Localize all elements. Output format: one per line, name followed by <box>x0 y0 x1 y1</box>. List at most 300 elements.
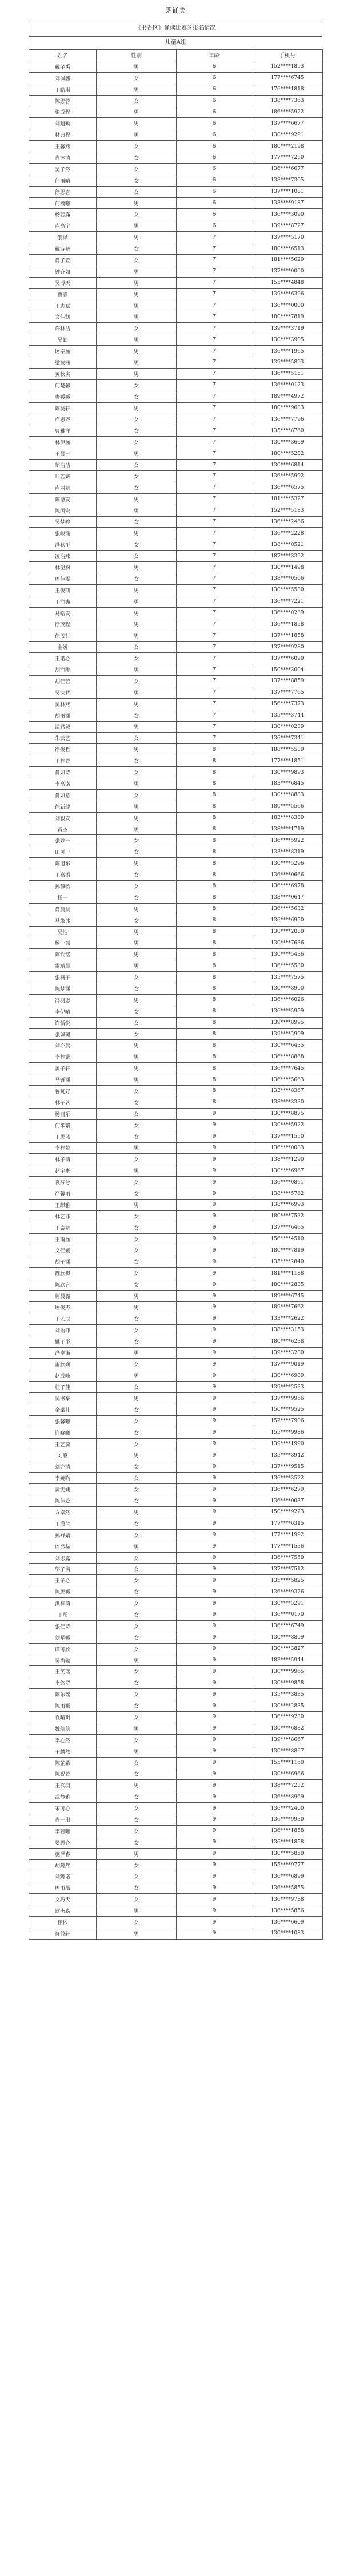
cell-age: 7 <box>177 516 252 528</box>
cell-gender: 女 <box>97 1495 177 1507</box>
table-row <box>29 1905 323 1917</box>
cell-gender: 女 <box>97 1382 177 1393</box>
cell-phone: 137****8859 <box>252 675 323 687</box>
cell-age: 6 <box>177 106 252 118</box>
cell-age: 9 <box>177 1119 252 1131</box>
cell-gender: 女 <box>97 642 177 653</box>
cell-phone: 137****1081 <box>252 186 323 197</box>
cell-name: 王晨一 <box>29 448 97 460</box>
cell-name: 钟齐如 <box>29 266 97 277</box>
table-row <box>29 1097 323 1108</box>
table-row <box>29 505 323 516</box>
cell-gender: 男 <box>97 937 177 949</box>
cell-name: 戴芊禹 <box>29 61 97 72</box>
cell-phone: 130****0289 <box>252 721 323 733</box>
cell-age: 6 <box>177 175 252 186</box>
cell-age: 9 <box>177 1882 252 1894</box>
cell-age: 7 <box>177 619 252 630</box>
cell-name: 马皓安 <box>29 607 97 619</box>
cell-age: 9 <box>177 1165 252 1177</box>
cell-name: 邹浩洁 <box>29 460 97 471</box>
cell-gender: 男 <box>97 448 177 460</box>
cell-age: 7 <box>177 584 252 596</box>
cell-name: 陈佳蕊 <box>29 1495 97 1507</box>
cell-name: 李心然 <box>29 1734 97 1746</box>
cell-gender: 女 <box>97 1803 177 1814</box>
table-row <box>29 1495 323 1507</box>
cell-gender: 女 <box>97 881 177 892</box>
cell-gender: 女 <box>97 1677 177 1689</box>
cell-gender: 女 <box>97 1279 177 1291</box>
cell-gender: 女 <box>97 1028 177 1040</box>
cell-phone: 136****0239 <box>252 607 323 619</box>
cell-age: 9 <box>177 1928 252 1939</box>
cell-phone: 136****7550 <box>252 1552 323 1564</box>
cell-gender: 男 <box>97 630 177 642</box>
table-row <box>29 1882 323 1894</box>
cell-name: 刘语菲 <box>29 1324 97 1336</box>
table-row <box>29 1233 323 1245</box>
cell-age: 6 <box>177 95 252 106</box>
table-row <box>29 1598 323 1609</box>
cell-phone: 130****8883 <box>252 789 323 801</box>
cell-gender: 女 <box>97 1712 177 1723</box>
cell-age: 7 <box>177 653 252 664</box>
cell-gender: 女 <box>97 1461 177 1473</box>
table-row <box>29 1700 323 1712</box>
cell-name: 刘星媛 <box>29 1632 97 1643</box>
cell-age: 7 <box>177 288 252 300</box>
table-row <box>29 1336 323 1347</box>
cell-phone: 152****7906 <box>252 1415 323 1427</box>
cell-phone: 137****7512 <box>252 1564 323 1575</box>
cell-phone: 139****5893 <box>252 357 323 369</box>
cell-phone: 136****6677 <box>252 163 323 175</box>
cell-gender: 男 <box>97 1291 177 1302</box>
cell-age: 9 <box>177 1723 252 1734</box>
cell-phone: 133****0647 <box>252 892 323 903</box>
table-row <box>29 573 323 584</box>
table-row <box>29 255 323 266</box>
cell-age: 7 <box>177 402 252 414</box>
cell-phone: 136****1965 <box>252 346 323 357</box>
cell-age: 8 <box>177 994 252 1006</box>
table-row <box>29 846 323 858</box>
cell-phone: 187****3392 <box>252 551 323 562</box>
table-row <box>29 163 323 175</box>
cell-gender: 女 <box>97 379 177 391</box>
cell-gender: 男 <box>97 1301 177 1313</box>
cell-age: 6 <box>177 186 252 197</box>
cell-name: 王梓萱 <box>29 755 97 767</box>
cell-phone: 136****6279 <box>252 1484 323 1495</box>
cell-age: 9 <box>177 1825 252 1837</box>
cell-phone: 177****6315 <box>252 1518 323 1529</box>
cell-gender: 女 <box>97 1245 177 1256</box>
cell-age: 6 <box>177 209 252 220</box>
cell-gender: 女 <box>97 972 177 983</box>
cell-age: 8 <box>177 1017 252 1028</box>
cell-age: 9 <box>177 1905 252 1917</box>
cell-name: 陈钦铭 <box>29 949 97 960</box>
table-row <box>29 425 323 437</box>
cell-name: 王馨燕 <box>29 141 97 152</box>
cell-gender: 女 <box>97 152 177 164</box>
cell-name: 杨若露 <box>29 209 97 220</box>
cell-phone: 180****2835 <box>252 1279 323 1291</box>
cell-gender: 男 <box>97 61 177 72</box>
cell-gender: 女 <box>97 1484 177 1495</box>
cell-gender: 女 <box>97 425 177 437</box>
cell-age: 9 <box>177 1427 252 1438</box>
table-row <box>29 710 323 721</box>
cell-name: 许恬悦 <box>29 1017 97 1028</box>
cell-gender: 女 <box>97 414 177 425</box>
table-row <box>29 197 323 209</box>
cell-phone: 130****8809 <box>252 1632 323 1643</box>
cell-age: 9 <box>177 1177 252 1188</box>
cell-phone: 139****8667 <box>252 1734 323 1746</box>
table-row <box>29 1142 323 1154</box>
cell-age: 9 <box>177 1677 252 1689</box>
cell-phone: 156****4510 <box>252 1233 323 1245</box>
cell-name: 田可一 <box>29 846 97 858</box>
table-row <box>29 1507 323 1518</box>
cell-age: 8 <box>177 1006 252 1017</box>
cell-name: 张成程 <box>29 106 97 118</box>
cell-gender: 男 <box>97 1040 177 1051</box>
cell-phone: 183****6845 <box>252 778 323 790</box>
table-row <box>29 1268 323 1279</box>
cell-gender: 女 <box>97 1768 177 1780</box>
cell-age: 9 <box>177 1518 252 1529</box>
cell-name: 武静雅 <box>29 1791 97 1803</box>
cell-age: 9 <box>177 1450 252 1461</box>
cell-name: 林望枫 <box>29 562 97 573</box>
cell-phone: 130****6967 <box>252 1165 323 1177</box>
cell-name: 肖杰 <box>29 824 97 835</box>
cell-age: 9 <box>177 1382 252 1393</box>
cell-phone: 130****7636 <box>252 937 323 949</box>
cell-name: 欧杰淼 <box>29 1905 97 1917</box>
cell-phone: 136****5959 <box>252 1006 323 1017</box>
cell-name: 陈雨嫣 <box>29 1700 97 1712</box>
cell-age: 9 <box>177 1222 252 1233</box>
cell-gender: 女 <box>97 1427 177 1438</box>
group-heading: 儿童A组 <box>29 36 322 49</box>
cell-gender: 女 <box>97 1324 177 1336</box>
cell-gender: 女 <box>97 1336 177 1347</box>
cell-gender: 男 <box>97 698 177 710</box>
cell-name: 孙舒婧 <box>29 1529 97 1541</box>
cell-gender: 男 <box>97 346 177 357</box>
cell-age: 9 <box>177 1313 252 1324</box>
cell-phone: 138****7305 <box>252 175 323 186</box>
cell-phone: 189****6745 <box>252 1291 323 1302</box>
cell-age: 8 <box>177 972 252 983</box>
cell-name: 马铄涵 <box>29 1074 97 1086</box>
cell-gender: 女 <box>97 1575 177 1586</box>
cell-phone: 136****5151 <box>252 368 323 379</box>
cell-age: 9 <box>177 1507 252 1518</box>
cell-age: 8 <box>177 801 252 812</box>
cell-name: 胡雨涵 <box>29 710 97 721</box>
cell-phone: 139****2533 <box>252 1382 323 1393</box>
cell-age: 9 <box>177 1154 252 1165</box>
cell-gender: 女 <box>97 1814 177 1826</box>
cell-phone: 155****9986 <box>252 1427 323 1438</box>
cell-gender: 男 <box>97 232 177 243</box>
cell-age: 7 <box>177 551 252 562</box>
cell-phone: 181****5629 <box>252 255 323 266</box>
cell-gender: 女 <box>97 1313 177 1324</box>
cell-gender: 男 <box>97 220 177 232</box>
cell-age: 9 <box>177 1620 252 1632</box>
cell-phone: 186****5922 <box>252 106 323 118</box>
cell-name: 张峻瑜 <box>29 528 97 539</box>
cell-name: 徐俊哲 <box>29 744 97 755</box>
cell-name: 凌浩燕 <box>29 551 97 562</box>
cell-name: 张佳诗 <box>29 1620 97 1632</box>
table-row <box>29 869 323 881</box>
table-row <box>29 789 323 801</box>
cell-name: 金梁儿 <box>29 1404 97 1415</box>
cell-phone: 130****9291 <box>252 129 323 141</box>
cell-age: 9 <box>177 1814 252 1826</box>
table-row <box>29 61 323 72</box>
cell-age: 8 <box>177 937 252 949</box>
cell-name: 张妙一 <box>29 835 97 846</box>
cell-gender: 女 <box>97 1894 177 1905</box>
table-row <box>29 949 323 960</box>
cell-age: 9 <box>177 1746 252 1757</box>
cell-name: 吴林熙 <box>29 698 97 710</box>
cell-phone: 177****7260 <box>252 152 323 164</box>
cell-phone: 155****1160 <box>252 1757 323 1768</box>
cell-age: 7 <box>177 334 252 346</box>
table-row <box>29 801 323 812</box>
cell-name: 雷欣娴 <box>29 1359 97 1370</box>
cell-name: 雷靖晨 <box>29 960 97 972</box>
cell-age: 7 <box>177 675 252 687</box>
cell-name: 柯晨潞 <box>29 1291 97 1302</box>
table-row <box>29 733 323 744</box>
table-row <box>29 812 323 824</box>
cell-gender: 女 <box>97 675 177 687</box>
cell-age: 6 <box>177 163 252 175</box>
cell-phone: 180****2198 <box>252 141 323 152</box>
cell-phone: 137****9515 <box>252 1461 323 1473</box>
cell-age: 9 <box>177 1643 252 1655</box>
table-row <box>29 1757 323 1768</box>
cell-name: 王思蓝 <box>29 1131 97 1142</box>
cell-gender: 女 <box>97 1233 177 1245</box>
cell-gender: 女 <box>97 551 177 562</box>
cell-age: 9 <box>177 1529 252 1541</box>
cell-gender: 男 <box>97 664 177 676</box>
cell-phone: 136****6609 <box>252 1917 323 1928</box>
cell-name: 王诺心 <box>29 653 97 664</box>
cell-gender: 男 <box>97 1051 177 1063</box>
cell-name: 徐新健 <box>29 801 97 812</box>
cell-gender: 男 <box>97 402 177 414</box>
cell-gender: 女 <box>97 755 177 767</box>
cell-name: 马缘冰 <box>29 915 97 926</box>
cell-name: 杨一城 <box>29 937 97 949</box>
cell-name: 李婉昀 <box>29 1473 97 1484</box>
cell-name: 曹雅洋 <box>29 425 97 437</box>
cell-name: 李伊晴 <box>29 1006 97 1017</box>
table-row <box>29 1928 323 1939</box>
cell-age: 9 <box>177 1393 252 1404</box>
cell-gender: 女 <box>97 1359 177 1370</box>
table-row <box>29 1119 323 1131</box>
cell-name: 王乙辰 <box>29 1313 97 1324</box>
table-row <box>29 437 323 448</box>
table-row <box>29 1461 323 1473</box>
table-row <box>29 277 323 288</box>
cell-age: 6 <box>177 220 252 232</box>
table-row <box>29 334 323 346</box>
table-row <box>29 1734 323 1746</box>
table-row <box>29 1382 323 1393</box>
table-row <box>29 220 323 232</box>
table-row <box>29 664 323 676</box>
table-row <box>29 493 323 505</box>
table-row <box>29 1291 323 1302</box>
cell-gender: 女 <box>97 846 177 858</box>
cell-phone: 138****3330 <box>252 1097 323 1108</box>
table-row <box>29 1040 323 1051</box>
cell-phone: 136****2466 <box>252 516 323 528</box>
table-row <box>29 835 323 846</box>
cell-age: 9 <box>177 1199 252 1210</box>
cell-name: 吴梦婷 <box>29 516 97 528</box>
cell-phone: 152****5183 <box>252 505 323 516</box>
cell-name: 肖如意 <box>29 789 97 801</box>
cell-name: 陈祝萱 <box>29 1768 97 1780</box>
table-row <box>29 1245 323 1256</box>
cell-name: 温君毅 <box>29 721 97 733</box>
cell-gender: 女 <box>97 391 177 402</box>
cell-age: 8 <box>177 1051 252 1063</box>
cell-gender: 女 <box>97 243 177 255</box>
cell-gender: 女 <box>97 1529 177 1541</box>
cell-gender: 女 <box>97 175 177 186</box>
table-row <box>29 937 323 949</box>
cell-name: 林子萌 <box>29 1154 97 1165</box>
table-row <box>29 95 323 106</box>
cell-name: 王泰妍 <box>29 1222 97 1233</box>
cell-name: 赵宇彬 <box>29 1165 97 1177</box>
cell-gender: 男 <box>97 744 177 755</box>
table-row <box>29 1393 323 1404</box>
cell-phone: 156****7373 <box>252 698 323 710</box>
cell-phone: 136****6899 <box>252 1871 323 1882</box>
cell-gender: 女 <box>97 1620 177 1632</box>
cell-age: 7 <box>177 357 252 369</box>
table-row <box>29 72 323 84</box>
cell-name: 陈欣言 <box>29 1279 97 1291</box>
table-row <box>29 983 323 995</box>
cell-age: 7 <box>177 368 252 379</box>
cell-name: 卢高宁 <box>29 220 97 232</box>
table-row <box>29 1473 323 1484</box>
cell-gender: 男 <box>97 1393 177 1404</box>
cell-phone: 136****0083 <box>252 1142 323 1154</box>
cell-age: 9 <box>177 1347 252 1359</box>
cell-phone: 130****3905 <box>252 334 323 346</box>
cell-name: 刘超勤 <box>29 118 97 129</box>
cell-age: 8 <box>177 1063 252 1074</box>
cell-name: 王润鑫 <box>29 596 97 607</box>
cell-name: 杨羽乐 <box>29 1108 97 1119</box>
cell-name: 刘毅安 <box>29 812 97 824</box>
cell-phone: 130****5850 <box>252 1848 323 1859</box>
cell-age: 6 <box>177 129 252 141</box>
table-row <box>29 607 323 619</box>
cell-name: 周雨薇 <box>29 1882 97 1894</box>
cell-phone: 130****2835 <box>252 1700 323 1712</box>
cell-gender: 女 <box>97 539 177 551</box>
cell-gender: 男 <box>97 1199 177 1210</box>
table-row <box>29 1165 323 1177</box>
cell-phone: 138****7252 <box>252 1780 323 1791</box>
cell-age: 9 <box>177 1632 252 1643</box>
cell-age: 9 <box>177 1541 252 1552</box>
table-row <box>29 1154 323 1165</box>
cell-name: 林子茗 <box>29 1097 97 1108</box>
table-subtitle: 《书香区》诵读比赛的报名情况 <box>29 21 322 36</box>
cell-gender: 女 <box>97 255 177 266</box>
cell-phone: 188****5589 <box>252 744 323 755</box>
cell-phone: 135****3744 <box>252 710 323 721</box>
cell-age: 9 <box>177 1609 252 1621</box>
cell-name: 吴尚勋 <box>29 1655 97 1666</box>
table-row <box>29 1848 323 1859</box>
table-row <box>29 1837 323 1848</box>
cell-phone: 139****3280 <box>252 1347 323 1359</box>
cell-name: 何米繁 <box>29 1119 97 1131</box>
cell-name: 林典程 <box>29 129 97 141</box>
cell-name: 晏思齐 <box>29 1837 97 1848</box>
cell-phone: 136****5856 <box>252 1905 323 1917</box>
cell-gender: 女 <box>97 573 177 584</box>
cell-name: 吴沫辉 <box>29 687 97 698</box>
table-row <box>29 1438 323 1450</box>
cell-phone: 137****1550 <box>252 1131 323 1142</box>
cell-phone: 130****6435 <box>252 1040 323 1051</box>
cell-gender: 女 <box>97 892 177 903</box>
cell-phone: 137****9280 <box>252 642 323 653</box>
cell-gender: 女 <box>97 141 177 152</box>
cell-phone: 136****0861 <box>252 1177 323 1188</box>
table-row <box>29 1780 323 1791</box>
table-row <box>29 642 323 653</box>
cell-phone: 150****9223 <box>252 1507 323 1518</box>
table-row <box>29 1415 323 1427</box>
cell-phone: 136****8868 <box>252 1051 323 1063</box>
cell-gender: 女 <box>97 1825 177 1837</box>
cell-age: 9 <box>177 1404 252 1415</box>
cell-gender: 男 <box>97 778 177 790</box>
cell-phone: 130****8867 <box>252 1746 323 1757</box>
table-row <box>29 448 323 460</box>
table-row <box>29 630 323 642</box>
table-row <box>29 1666 323 1677</box>
cell-phone: 130****5580 <box>252 584 323 596</box>
cell-gender: 女 <box>97 1689 177 1700</box>
